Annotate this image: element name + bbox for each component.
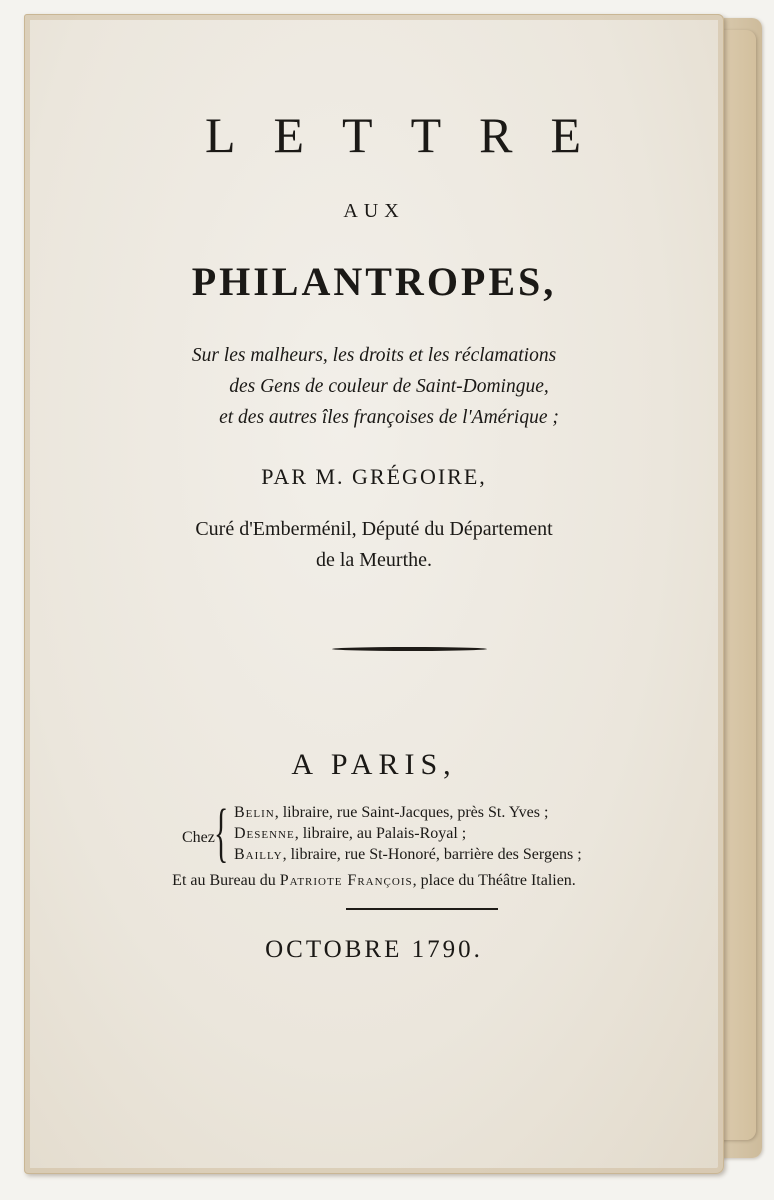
- affiliation-line: de la Meurthe.: [315, 549, 433, 571]
- imprint-city: A PARIS,: [291, 748, 457, 781]
- affiliation-block: [64, 514, 684, 576]
- bookseller-name: Belin: [234, 804, 275, 821]
- title-connector: AUX: [343, 200, 405, 222]
- bookseller-line: [234, 802, 582, 823]
- bookseller-address: , libraire, rue St-Honoré, barrière des Sergens ;: [282, 846, 582, 863]
- bookseller-address: , libraire, au Palais-Royal ;: [294, 825, 467, 842]
- page-title: LETTRE: [204, 107, 620, 163]
- bureau-paper: Patriote François: [279, 872, 413, 889]
- booksellers-list: [234, 802, 582, 865]
- ornamental-rule: [332, 647, 487, 651]
- bookseller-name: Bailly: [234, 846, 283, 863]
- brace-glyph: {: [214, 796, 229, 869]
- bureau-prefix: Et au Bureau du: [172, 872, 280, 889]
- author-line: PAR M. GRÉGOIRE,: [261, 464, 487, 489]
- subtitle-line: des Gens de couleur de Saint-Domingue,: [229, 376, 549, 397]
- affiliation-line: Curé d'Emberménil, Député du Département: [195, 518, 553, 540]
- bookseller-name: Desenne: [234, 825, 295, 842]
- chez-label: Chez: [182, 829, 215, 846]
- bookseller-line: [234, 844, 582, 865]
- subtitle-block: [64, 340, 684, 433]
- publication-date: OCTOBRE 1790.: [265, 936, 483, 963]
- bookseller-address: , libraire, rue Saint-Jacques, près St. Yves ;: [274, 804, 549, 821]
- bookseller-line: [234, 823, 582, 844]
- separator-rule: [346, 908, 498, 910]
- subtitle-line: et des autres îles françoises de l'Amérique ;: [219, 407, 559, 428]
- title-page: [24, 14, 724, 1174]
- title-subject: PHILANTROPES,: [191, 259, 557, 304]
- subtitle-line: Sur les malheurs, les droits et les réclamations: [191, 345, 557, 366]
- bureau-line: [64, 872, 684, 890]
- bureau-suffix: , place du Théâtre Italien.: [412, 872, 576, 889]
